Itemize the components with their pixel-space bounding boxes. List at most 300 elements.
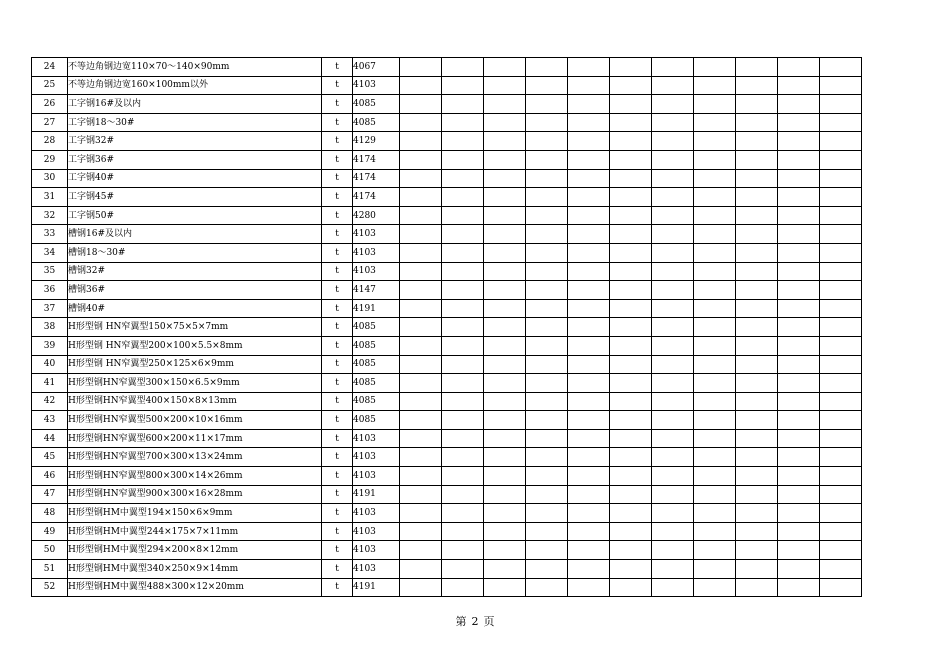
row-number-cell: 44 xyxy=(32,429,68,448)
empty-cell xyxy=(736,448,778,467)
empty-cell xyxy=(820,560,862,579)
empty-cell xyxy=(736,355,778,374)
empty-cell xyxy=(652,541,694,560)
unit-cell: t xyxy=(322,206,353,225)
empty-cell xyxy=(778,355,820,374)
empty-cell xyxy=(694,113,736,132)
unit-cell: t xyxy=(322,448,353,467)
empty-cell xyxy=(694,262,736,281)
empty-cell xyxy=(400,225,442,244)
empty-cell xyxy=(610,262,652,281)
empty-cell xyxy=(778,169,820,188)
row-number-cell: 34 xyxy=(32,243,68,262)
empty-cell xyxy=(442,578,484,597)
material-name-cell: 工字钢16#及以内 xyxy=(68,95,322,114)
empty-cell xyxy=(526,243,568,262)
unit-cell: t xyxy=(322,429,353,448)
row-number-cell: 33 xyxy=(32,225,68,244)
empty-cell xyxy=(442,299,484,318)
price-cell: 4085 xyxy=(353,392,400,411)
empty-cell xyxy=(568,467,610,486)
empty-cell xyxy=(610,76,652,95)
unit-cell: t xyxy=(322,522,353,541)
empty-cell xyxy=(442,281,484,300)
price-cell: 4191 xyxy=(353,299,400,318)
empty-cell xyxy=(442,560,484,579)
empty-cell xyxy=(442,485,484,504)
material-name-cell: 工字钢40# xyxy=(68,169,322,188)
unit-cell: t xyxy=(322,225,353,244)
empty-cell xyxy=(484,504,526,523)
empty-cell xyxy=(442,76,484,95)
empty-cell xyxy=(610,485,652,504)
empty-cell xyxy=(568,318,610,337)
empty-cell xyxy=(484,113,526,132)
empty-cell xyxy=(442,467,484,486)
empty-cell xyxy=(526,485,568,504)
empty-cell xyxy=(610,299,652,318)
empty-cell xyxy=(568,113,610,132)
empty-cell xyxy=(400,504,442,523)
empty-cell xyxy=(778,318,820,337)
material-name-cell: 槽钢40# xyxy=(68,299,322,318)
table-row xyxy=(32,374,862,393)
empty-cell xyxy=(778,485,820,504)
empty-cell xyxy=(526,150,568,169)
table-row xyxy=(32,262,862,281)
empty-cell xyxy=(652,485,694,504)
material-name-cell: H形型钢HM中翼型244×175×7×11mm xyxy=(68,522,322,541)
empty-cell xyxy=(694,374,736,393)
empty-cell xyxy=(484,281,526,300)
empty-cell xyxy=(568,578,610,597)
empty-cell xyxy=(736,411,778,430)
unit-cell: t xyxy=(322,132,353,151)
material-name-cell: 不等边角钢边宽110×70～140×90mm xyxy=(68,58,322,77)
price-cell: 4103 xyxy=(353,467,400,486)
material-name-cell: 工字钢32# xyxy=(68,132,322,151)
empty-cell xyxy=(610,448,652,467)
empty-cell xyxy=(610,374,652,393)
material-name-cell: H形型钢HM中翼型488×300×12×20mm xyxy=(68,578,322,597)
empty-cell xyxy=(526,578,568,597)
empty-cell xyxy=(442,522,484,541)
empty-cell xyxy=(400,355,442,374)
empty-cell xyxy=(652,504,694,523)
empty-cell xyxy=(778,336,820,355)
empty-cell xyxy=(652,132,694,151)
page-number: 2 xyxy=(471,615,479,628)
empty-cell xyxy=(610,225,652,244)
price-cell: 4085 xyxy=(353,355,400,374)
empty-cell xyxy=(442,243,484,262)
unit-cell: t xyxy=(322,411,353,430)
empty-cell xyxy=(694,355,736,374)
empty-cell xyxy=(484,169,526,188)
empty-cell xyxy=(442,392,484,411)
empty-cell xyxy=(652,578,694,597)
empty-cell xyxy=(652,262,694,281)
unit-cell: t xyxy=(322,150,353,169)
price-cell: 4174 xyxy=(353,150,400,169)
unit-cell: t xyxy=(322,95,353,114)
empty-cell xyxy=(820,429,862,448)
empty-cell xyxy=(652,448,694,467)
empty-cell xyxy=(526,132,568,151)
empty-cell xyxy=(736,504,778,523)
empty-cell xyxy=(484,336,526,355)
unit-cell: t xyxy=(322,281,353,300)
empty-cell xyxy=(442,188,484,207)
empty-cell xyxy=(526,76,568,95)
empty-cell xyxy=(652,206,694,225)
empty-cell xyxy=(652,225,694,244)
unit-cell: t xyxy=(322,485,353,504)
empty-cell xyxy=(568,150,610,169)
empty-cell xyxy=(778,374,820,393)
empty-cell xyxy=(736,299,778,318)
empty-cell xyxy=(778,188,820,207)
price-cell: 4103 xyxy=(353,429,400,448)
empty-cell xyxy=(400,522,442,541)
empty-cell xyxy=(400,76,442,95)
material-name-cell: 不等边角钢边宽160×100mm以外 xyxy=(68,76,322,95)
table-row xyxy=(32,150,862,169)
empty-cell xyxy=(652,560,694,579)
page-footer xyxy=(0,613,950,629)
empty-cell xyxy=(484,150,526,169)
empty-cell xyxy=(694,281,736,300)
empty-cell xyxy=(820,541,862,560)
empty-cell xyxy=(694,336,736,355)
empty-cell xyxy=(400,206,442,225)
table-body xyxy=(32,58,862,597)
empty-cell xyxy=(526,467,568,486)
table-row xyxy=(32,206,862,225)
material-name-cell: 槽钢36# xyxy=(68,281,322,300)
empty-cell xyxy=(736,429,778,448)
empty-cell xyxy=(652,188,694,207)
empty-cell xyxy=(484,262,526,281)
empty-cell xyxy=(568,504,610,523)
empty-cell xyxy=(400,95,442,114)
material-name-cell: H形型钢HN窄翼型900×300×16×28mm xyxy=(68,485,322,504)
empty-cell xyxy=(526,281,568,300)
empty-cell xyxy=(400,467,442,486)
row-number-cell: 32 xyxy=(32,206,68,225)
empty-cell xyxy=(820,243,862,262)
empty-cell xyxy=(400,485,442,504)
empty-cell xyxy=(694,522,736,541)
empty-cell xyxy=(610,113,652,132)
empty-cell xyxy=(568,188,610,207)
empty-cell xyxy=(442,504,484,523)
table-row xyxy=(32,448,862,467)
empty-cell xyxy=(694,243,736,262)
price-cell: 4067 xyxy=(353,58,400,77)
empty-cell xyxy=(778,541,820,560)
price-cell: 4085 xyxy=(353,336,400,355)
empty-cell xyxy=(610,281,652,300)
empty-cell xyxy=(736,392,778,411)
empty-cell xyxy=(652,281,694,300)
empty-cell xyxy=(778,429,820,448)
unit-cell: t xyxy=(322,392,353,411)
empty-cell xyxy=(610,95,652,114)
empty-cell xyxy=(820,485,862,504)
empty-cell xyxy=(526,541,568,560)
empty-cell xyxy=(442,411,484,430)
empty-cell xyxy=(568,206,610,225)
empty-cell xyxy=(568,485,610,504)
material-name-cell: H形型钢 HN窄翼型200×100×5.5×8mm xyxy=(68,336,322,355)
empty-cell xyxy=(568,299,610,318)
empty-cell xyxy=(652,113,694,132)
price-cell: 4147 xyxy=(353,281,400,300)
empty-cell xyxy=(820,467,862,486)
empty-cell xyxy=(820,150,862,169)
empty-cell xyxy=(610,318,652,337)
empty-cell xyxy=(736,243,778,262)
unit-cell: t xyxy=(322,355,353,374)
material-name-cell: H形型钢HN窄翼型500×200×10×16mm xyxy=(68,411,322,430)
price-cell: 4085 xyxy=(353,318,400,337)
empty-cell xyxy=(526,299,568,318)
empty-cell xyxy=(526,448,568,467)
empty-cell xyxy=(694,95,736,114)
price-cell: 4085 xyxy=(353,411,400,430)
table-row xyxy=(32,188,862,207)
row-number-cell: 39 xyxy=(32,336,68,355)
empty-cell xyxy=(484,374,526,393)
empty-cell xyxy=(820,169,862,188)
empty-cell xyxy=(484,578,526,597)
unit-cell: t xyxy=(322,243,353,262)
empty-cell xyxy=(778,206,820,225)
empty-cell xyxy=(736,188,778,207)
empty-cell xyxy=(652,392,694,411)
empty-cell xyxy=(400,262,442,281)
material-name-cell: 槽钢18～30# xyxy=(68,243,322,262)
empty-cell xyxy=(652,299,694,318)
empty-cell xyxy=(778,113,820,132)
empty-cell xyxy=(442,355,484,374)
price-cell: 4280 xyxy=(353,206,400,225)
table-row xyxy=(32,281,862,300)
unit-cell: t xyxy=(322,318,353,337)
empty-cell xyxy=(736,336,778,355)
price-cell: 4103 xyxy=(353,225,400,244)
empty-cell xyxy=(400,243,442,262)
table-row xyxy=(32,58,862,77)
empty-cell xyxy=(484,299,526,318)
row-number-cell: 43 xyxy=(32,411,68,430)
empty-cell xyxy=(400,150,442,169)
table-row xyxy=(32,95,862,114)
empty-cell xyxy=(736,132,778,151)
empty-cell xyxy=(610,169,652,188)
material-name-cell: 工字钢36# xyxy=(68,150,322,169)
empty-cell xyxy=(778,411,820,430)
empty-cell xyxy=(484,206,526,225)
empty-cell xyxy=(400,411,442,430)
empty-cell xyxy=(778,76,820,95)
empty-cell xyxy=(442,374,484,393)
empty-cell xyxy=(526,169,568,188)
empty-cell xyxy=(484,467,526,486)
empty-cell xyxy=(442,132,484,151)
empty-cell xyxy=(526,225,568,244)
empty-cell xyxy=(442,448,484,467)
empty-cell xyxy=(820,225,862,244)
unit-cell: t xyxy=(322,541,353,560)
price-cell: 4129 xyxy=(353,132,400,151)
empty-cell xyxy=(778,560,820,579)
row-number-cell: 30 xyxy=(32,169,68,188)
unit-cell: t xyxy=(322,560,353,579)
empty-cell xyxy=(526,58,568,77)
empty-cell xyxy=(820,206,862,225)
empty-cell xyxy=(610,429,652,448)
empty-cell xyxy=(526,113,568,132)
table-row xyxy=(32,113,862,132)
unit-cell: t xyxy=(322,113,353,132)
table-row xyxy=(32,243,862,262)
empty-cell xyxy=(484,76,526,95)
empty-cell xyxy=(484,448,526,467)
empty-cell xyxy=(526,206,568,225)
empty-cell xyxy=(526,429,568,448)
empty-cell xyxy=(400,169,442,188)
empty-cell xyxy=(652,411,694,430)
empty-cell xyxy=(736,522,778,541)
empty-cell xyxy=(778,467,820,486)
empty-cell xyxy=(694,58,736,77)
empty-cell xyxy=(526,336,568,355)
row-number-cell: 42 xyxy=(32,392,68,411)
table-row xyxy=(32,355,862,374)
empty-cell xyxy=(568,225,610,244)
empty-cell xyxy=(694,225,736,244)
empty-cell xyxy=(568,243,610,262)
empty-cell xyxy=(652,467,694,486)
unit-cell: t xyxy=(322,169,353,188)
empty-cell xyxy=(484,188,526,207)
empty-cell xyxy=(442,113,484,132)
empty-cell xyxy=(778,150,820,169)
empty-cell xyxy=(400,299,442,318)
material-name-cell: H形型钢HM中翼型194×150×6×9mm xyxy=(68,504,322,523)
empty-cell xyxy=(610,560,652,579)
price-cell: 4103 xyxy=(353,522,400,541)
empty-cell xyxy=(736,225,778,244)
empty-cell xyxy=(442,206,484,225)
empty-cell xyxy=(694,578,736,597)
table-row xyxy=(32,560,862,579)
empty-cell xyxy=(652,336,694,355)
empty-cell xyxy=(484,411,526,430)
price-cell: 4103 xyxy=(353,504,400,523)
empty-cell xyxy=(526,392,568,411)
empty-cell xyxy=(652,150,694,169)
row-number-cell: 51 xyxy=(32,560,68,579)
empty-cell xyxy=(442,429,484,448)
material-name-cell: H形型钢HN窄翼型700×300×13×24mm xyxy=(68,448,322,467)
empty-cell xyxy=(820,58,862,77)
empty-cell xyxy=(442,58,484,77)
empty-cell xyxy=(652,243,694,262)
empty-cell xyxy=(526,188,568,207)
row-number-cell: 28 xyxy=(32,132,68,151)
empty-cell xyxy=(652,355,694,374)
table-row xyxy=(32,541,862,560)
table-row xyxy=(32,318,862,337)
empty-cell xyxy=(484,243,526,262)
empty-cell xyxy=(820,299,862,318)
footer-prefix: 第 xyxy=(455,615,467,628)
price-cell: 4103 xyxy=(353,76,400,95)
empty-cell xyxy=(652,429,694,448)
empty-cell xyxy=(778,262,820,281)
empty-cell xyxy=(820,336,862,355)
empty-cell xyxy=(820,76,862,95)
empty-cell xyxy=(568,76,610,95)
empty-cell xyxy=(736,541,778,560)
material-name-cell: 槽钢16#及以内 xyxy=(68,225,322,244)
empty-cell xyxy=(484,392,526,411)
empty-cell xyxy=(736,318,778,337)
empty-cell xyxy=(736,58,778,77)
empty-cell xyxy=(568,58,610,77)
row-number-cell: 50 xyxy=(32,541,68,560)
empty-cell xyxy=(526,262,568,281)
unit-cell: t xyxy=(322,336,353,355)
empty-cell xyxy=(778,504,820,523)
row-number-cell: 29 xyxy=(32,150,68,169)
price-cell: 4103 xyxy=(353,243,400,262)
empty-cell xyxy=(736,281,778,300)
empty-cell xyxy=(484,132,526,151)
table-row xyxy=(32,392,862,411)
empty-cell xyxy=(400,374,442,393)
unit-cell: t xyxy=(322,299,353,318)
empty-cell xyxy=(694,150,736,169)
empty-cell xyxy=(652,522,694,541)
price-cell: 4085 xyxy=(353,374,400,393)
empty-cell xyxy=(694,299,736,318)
empty-cell xyxy=(484,95,526,114)
price-cell: 4191 xyxy=(353,578,400,597)
price-cell: 4085 xyxy=(353,113,400,132)
empty-cell xyxy=(610,132,652,151)
empty-cell xyxy=(694,411,736,430)
empty-cell xyxy=(736,374,778,393)
empty-cell xyxy=(442,262,484,281)
empty-cell xyxy=(610,467,652,486)
row-number-cell: 35 xyxy=(32,262,68,281)
unit-cell: t xyxy=(322,58,353,77)
empty-cell xyxy=(526,504,568,523)
price-cell: 4103 xyxy=(353,541,400,560)
row-number-cell: 41 xyxy=(32,374,68,393)
material-name-cell: H形型钢HN窄翼型600×200×11×17mm xyxy=(68,429,322,448)
empty-cell xyxy=(568,429,610,448)
material-name-cell: H形型钢HN窄翼型400×150×8×13mm xyxy=(68,392,322,411)
empty-cell xyxy=(610,206,652,225)
empty-cell xyxy=(610,150,652,169)
empty-cell xyxy=(526,411,568,430)
row-number-cell: 37 xyxy=(32,299,68,318)
